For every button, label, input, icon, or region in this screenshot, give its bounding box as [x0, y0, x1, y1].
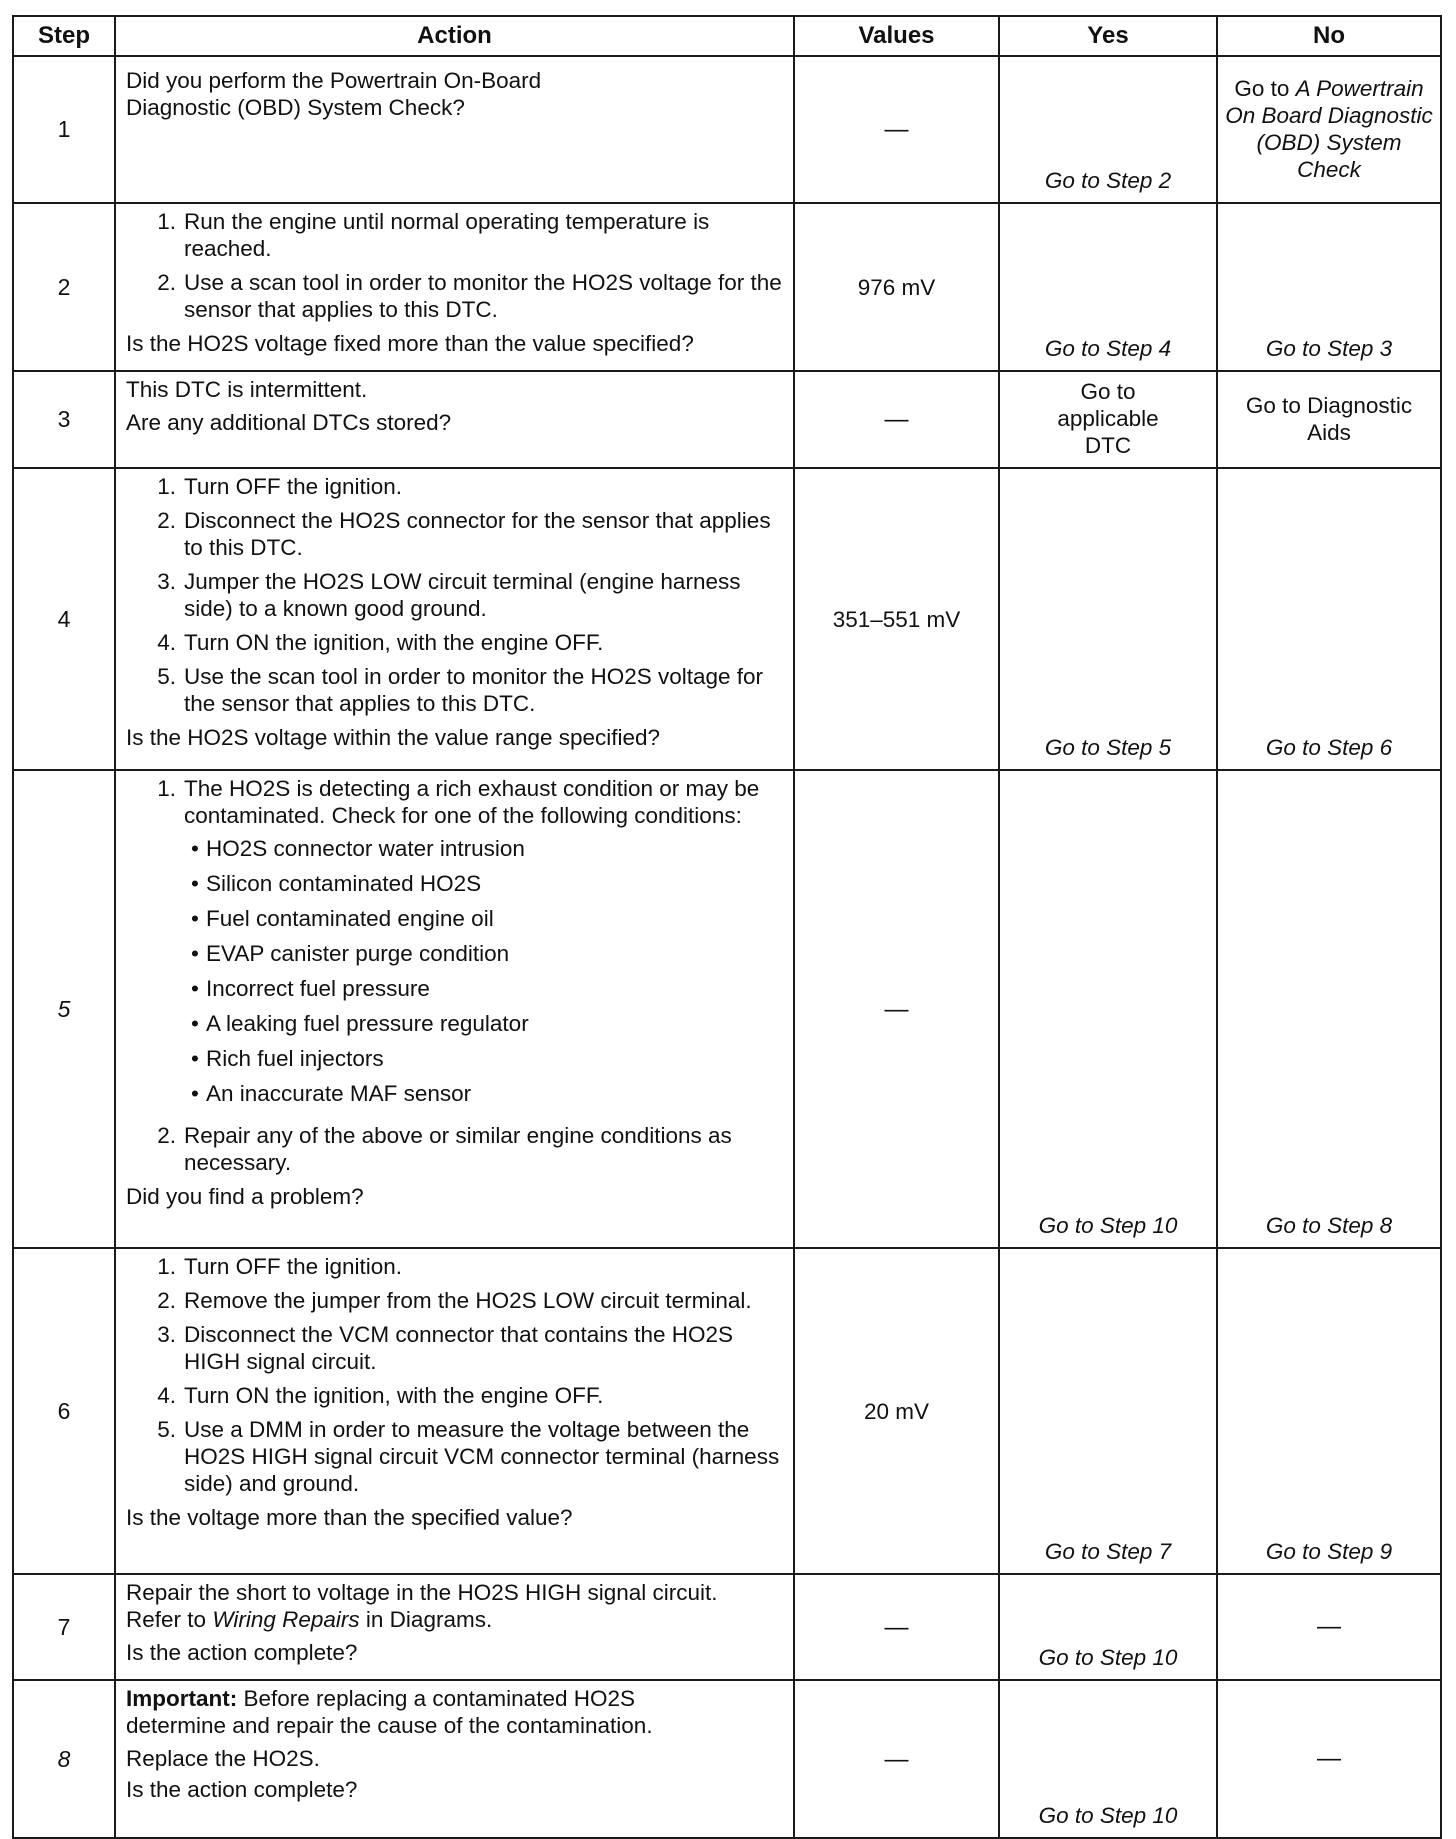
list-item-text: Jumper the HO2S LOW circuit terminal (engine harness side) to a known good ground.	[184, 569, 741, 621]
list-item: 4. Turn ON the ignition, with the engine OFF.	[126, 629, 783, 656]
question-text: Is the voltage more than the specified value?	[126, 1505, 573, 1530]
no-cell	[1217, 1680, 1441, 1838]
values-cell	[794, 203, 999, 371]
values-cell	[794, 371, 999, 468]
condition-text: Silicon contaminated HO2S	[206, 871, 482, 896]
yes-cell	[999, 56, 1217, 203]
no-link[interactable]: Go to Step 8	[1265, 1213, 1393, 1238]
value-text: —	[884, 1613, 909, 1641]
step-number: 2	[13, 203, 115, 371]
question-text: Did you find a problem?	[126, 1184, 364, 1209]
condition-item: • A leaking fuel pressure regulator	[191, 1011, 529, 1036]
action-cell	[115, 1574, 794, 1680]
header-action: Action	[115, 16, 794, 56]
action-cell	[115, 371, 794, 468]
important-text: Before replacing a contaminated HO2S determine and repair the cause of the contamination.	[126, 1686, 653, 1738]
important-note	[126, 1685, 783, 1739]
list-item: 5. Use a DMM in order to measure the voltage between the HO2S HIGH signal circuit VCM connector terminal (harness side) and ground.	[126, 1416, 783, 1497]
question-text: Are any additional DTCs stored?	[126, 410, 452, 435]
no-cell	[1217, 56, 1441, 203]
condition-text: EVAP canister purge condition	[206, 941, 510, 966]
condition-text: HO2S connector water intrusion	[206, 836, 525, 861]
action-cell	[115, 770, 794, 1248]
step-number: 4	[13, 468, 115, 770]
yes-link[interactable]: Go to applicable DTC	[1057, 379, 1159, 458]
question-text: Is the HO2S voltage within the value range specified?	[126, 725, 661, 750]
condition-item: • HO2S connector water intrusion	[191, 836, 525, 861]
step-number: 8	[13, 1680, 115, 1838]
header-step: Step	[13, 16, 115, 56]
action-text: Replace the HO2S.	[126, 1746, 320, 1771]
list-item-text: Repair any of the above or similar engine conditions as necessary.	[184, 1123, 732, 1175]
condition-item: • EVAP canister purge condition	[191, 941, 510, 966]
no-value: —	[1317, 1744, 1341, 1772]
table-row	[13, 371, 1441, 468]
values-cell	[794, 770, 999, 1248]
action-text	[126, 1579, 783, 1633]
action-text: This DTC is intermittent.	[126, 377, 368, 402]
list-item-text: Turn ON the ignition, with the engine OFF.	[184, 630, 604, 655]
no-link[interactable]: Go to Diagnostic Aids	[1245, 392, 1413, 445]
step-number: 1	[13, 56, 115, 203]
no-link[interactable]: A Powertrain On Board Diagnostic (OBD) System Check	[1225, 75, 1433, 182]
step-number: 3	[13, 371, 115, 468]
wiring-repairs-link[interactable]: Wiring Repairs	[212, 1607, 360, 1632]
values-cell	[794, 1248, 999, 1574]
instruction-list	[126, 1253, 783, 1497]
no-link[interactable]: Go to Step 3	[1265, 336, 1393, 361]
question-text: Is the action complete?	[126, 1640, 358, 1665]
condition-item: • Rich fuel injectors	[191, 1046, 384, 1071]
table-row	[13, 1248, 1441, 1574]
no-cell	[1217, 468, 1441, 770]
condition-text: An inaccurate MAF sensor	[206, 1081, 472, 1106]
yes-link[interactable]: Go to Step 7	[1044, 1539, 1172, 1564]
value-text: —	[884, 116, 909, 143]
list-item: 2. Use a scan tool in order to monitor the HO2S voltage for the sensor that applies to this DTC.	[157, 270, 782, 322]
condition-text: A leaking fuel pressure regulator	[206, 1011, 529, 1036]
no-prefix: Go to	[1234, 75, 1290, 101]
list-item-text: Use a DMM in order to measure the voltage between the HO2S HIGH signal circuit VCM connector terminal (harness side) and ground.	[184, 1417, 780, 1496]
header-yes: Yes	[999, 16, 1217, 56]
diagnostic-table-page	[12, 15, 1440, 1839]
list-item: 1. Turn OFF the ignition.	[126, 473, 783, 500]
step-number: 6	[13, 1248, 115, 1574]
yes-cell	[999, 203, 1217, 371]
no-link[interactable]: Go to Step 9	[1265, 1539, 1393, 1564]
list-item: 5. Use the scan tool in order to monitor the HO2S voltage for the sensor that applies to this DTC.	[126, 663, 783, 717]
value-text: 351–551 mV	[832, 606, 961, 632]
table-row	[13, 770, 1441, 1248]
table-row	[13, 203, 1441, 371]
yes-link[interactable]: Go to Step 2	[1044, 168, 1172, 193]
table-row	[13, 1574, 1441, 1680]
no-cell	[1217, 1248, 1441, 1574]
value-text: —	[884, 1745, 909, 1773]
instruction-list	[126, 775, 783, 1176]
list-item-text: Turn OFF the ignition.	[184, 1254, 403, 1279]
condition-text: Rich fuel injectors	[206, 1046, 384, 1071]
table-row	[13, 1680, 1441, 1838]
list-item-text: Use the scan tool in order to monitor the HO2S voltage for the sensor that applies to this DTC.	[184, 664, 764, 716]
action-cell	[115, 203, 794, 371]
yes-cell	[999, 371, 1217, 468]
action-cell	[115, 1680, 794, 1838]
action-text: Did you perform the Powertrain On-Board Diagnostic (OBD) System Check?	[126, 68, 542, 120]
yes-link[interactable]: Go to Step 10	[1038, 1645, 1178, 1670]
yes-cell	[999, 770, 1217, 1248]
yes-cell	[999, 1680, 1217, 1838]
step-number: 7	[13, 1574, 115, 1680]
value-text: 20 mV	[863, 1398, 930, 1424]
value-text: —	[884, 406, 909, 433]
no-cell	[1217, 203, 1441, 371]
instruction-list	[126, 473, 783, 717]
action-text-b: in Diagrams.	[365, 1607, 493, 1632]
list-item: 4. Turn ON the ignition, with the engine OFF.	[126, 1382, 783, 1409]
list-item: 1. Run the engine until normal operating temperature is reached.	[126, 208, 783, 262]
condition-item: • Incorrect fuel pressure	[191, 976, 430, 1001]
no-link[interactable]: Go to Step 6	[1265, 735, 1393, 760]
table-header-row	[13, 16, 1441, 56]
list-item-text: Use a scan tool in order to monitor the HO2S voltage for the sensor that applies to this DTC.	[184, 270, 782, 322]
yes-cell	[999, 468, 1217, 770]
list-item: 2. Repair any of the above or similar engine conditions as necessary.	[126, 1122, 783, 1176]
values-cell	[794, 56, 999, 203]
action-cell	[115, 56, 794, 203]
yes-cell	[999, 1574, 1217, 1680]
value-text: 976 mV	[857, 274, 936, 300]
no-cell	[1217, 371, 1441, 468]
list-item-text: Turn ON the ignition, with the engine OFF.	[184, 1383, 604, 1408]
condition-item: • An inaccurate MAF sensor	[191, 1081, 472, 1106]
step-number: 5	[13, 770, 115, 1248]
header-no: No	[1217, 16, 1441, 56]
no-cell	[1217, 770, 1441, 1248]
table-row	[13, 56, 1441, 203]
header-values: Values	[794, 16, 999, 56]
table-row	[13, 468, 1441, 770]
values-cell	[794, 1574, 999, 1680]
condition-text: Fuel contaminated engine oil	[206, 906, 494, 931]
no-value: —	[1317, 1612, 1341, 1640]
list-item-text: Disconnect the HO2S connector for the sensor that applies to this DTC.	[184, 508, 771, 560]
question-text: Is the HO2S voltage fixed more than the value specified?	[126, 331, 694, 356]
list-item: 1. The HO2S is detecting a rich exhaust condition or may be contaminated. Check for one of the following conditions: • HO2S connector water intrusion • Silicon contaminated HO2S • Fuel contaminated engine oil • EVAP canister purge condition • Incorrect fuel pressure • A leaking fuel pressure regulator • Rich fuel injectors • An inaccurate MAF sensor	[126, 775, 783, 1115]
condition-item: • Silicon contaminated HO2S	[191, 871, 482, 896]
value-text: —	[884, 995, 909, 1023]
list-item: 1. Turn OFF the ignition.	[126, 1253, 783, 1280]
no-cell	[1217, 1574, 1441, 1680]
list-item-text: Run the engine until normal operating temperature is reached.	[184, 209, 710, 261]
condition-list	[184, 835, 783, 1107]
action-cell	[115, 468, 794, 770]
instruction-list	[126, 208, 783, 323]
list-item: 2. Disconnect the HO2S connector for the sensor that applies to this DTC.	[126, 507, 783, 561]
yes-link[interactable]: Go to Step 10	[1038, 1803, 1178, 1828]
yes-cell	[999, 1248, 1217, 1574]
condition-item: • Fuel contaminated engine oil	[191, 906, 494, 931]
yes-link[interactable]: Go to Step 5	[1044, 735, 1172, 760]
question-text: Is the action complete?	[126, 1777, 358, 1802]
important-label: Important:	[126, 1686, 238, 1711]
list-item: 3. Jumper the HO2S LOW circuit terminal (engine harness side) to a known good ground.	[126, 568, 783, 622]
yes-link[interactable]: Go to Step 4	[1044, 336, 1172, 361]
list-item-text: The HO2S is detecting a rich exhaust condition or may be contaminated. Check for one of the following conditions:	[184, 776, 760, 828]
action-cell	[115, 1248, 794, 1574]
action-text-a: Repair the short to voltage in the HO2S HIGH signal circuit. Refer to	[126, 1580, 718, 1632]
list-item-text: Disconnect the VCM connector that contains the HO2S HIGH signal circuit.	[184, 1322, 734, 1374]
list-item: 2. Remove the jumper from the HO2S LOW circuit terminal.	[126, 1287, 783, 1314]
list-item-text: Turn OFF the ignition.	[184, 474, 403, 499]
yes-link[interactable]: Go to Step 10	[1038, 1213, 1178, 1238]
diagnostic-table	[12, 15, 1442, 1839]
condition-text: Incorrect fuel pressure	[206, 976, 430, 1001]
list-item: 3. Disconnect the VCM connector that contains the HO2S HIGH signal circuit.	[126, 1321, 783, 1375]
values-cell	[794, 1680, 999, 1838]
list-item-text: Remove the jumper from the HO2S LOW circuit terminal.	[184, 1288, 752, 1313]
values-cell	[794, 468, 999, 770]
